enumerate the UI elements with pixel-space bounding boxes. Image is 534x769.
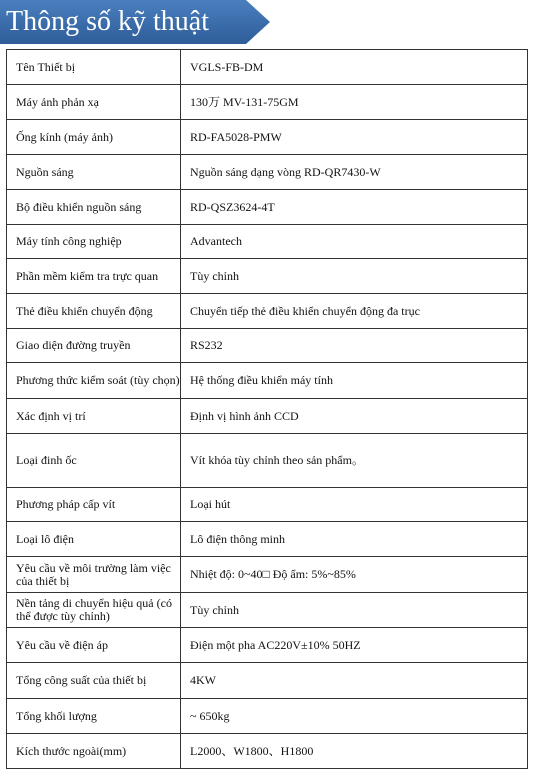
spec-value: RS232 (181, 329, 528, 363)
spec-value: ~ 650kg (181, 699, 528, 734)
table-row (7, 557, 528, 593)
spec-value: Tùy chỉnh (181, 259, 528, 294)
spec-label: Tên Thiết bị (7, 50, 181, 85)
table-row (7, 734, 528, 769)
table-row (7, 259, 528, 294)
spec-value: Vít khóa tùy chỉnh theo sản phẩm。 (181, 434, 528, 488)
spec-value: 4KW (181, 663, 528, 699)
title-banner (0, 0, 270, 44)
spec-label: Xác định vị trí (7, 399, 181, 434)
spec-value: Lô điện thông minh (181, 522, 528, 557)
table-row (7, 85, 528, 120)
table-row (7, 399, 528, 434)
spec-value: Loại hút (181, 488, 528, 522)
table-row (7, 488, 528, 522)
table-row (7, 663, 528, 699)
spec-value: Điện một pha AC220V±10% 50HZ (181, 628, 528, 663)
table-row (7, 329, 528, 363)
spec-table (6, 49, 528, 769)
spec-label: Phần mềm kiểm tra trực quan (7, 259, 181, 294)
spec-value: Định vị hình ảnh CCD (181, 399, 528, 434)
spec-value: Hệ thống điều khiển máy tính (181, 363, 528, 399)
spec-value: VGLS-FB-DM (181, 50, 528, 85)
table-row (7, 190, 528, 225)
table-row (7, 120, 528, 155)
spec-label: Tổng công suất của thiết bị (7, 663, 181, 699)
page-title: Thông số kỹ thuật (6, 6, 209, 37)
table-row (7, 294, 528, 329)
spec-label: Nền tảng di chuyển hiệu quả (có thể được tùy chỉnh) (7, 593, 181, 628)
spec-label: Máy tính công nghiệp (7, 225, 181, 259)
spec-value: Tùy chỉnh (181, 593, 528, 628)
table-row (7, 50, 528, 85)
table-row (7, 593, 528, 628)
spec-label: Ống kính (máy ảnh) (7, 120, 181, 155)
table-row (7, 699, 528, 734)
spec-value: Nhiệt độ: 0~40□ Độ ẩm: 5%~85% (181, 557, 528, 593)
spec-value: Advantech (181, 225, 528, 259)
spec-label: Máy ảnh phản xạ (7, 85, 181, 120)
table-row (7, 522, 528, 557)
spec-value: RD-FA5028-PMW (181, 120, 528, 155)
spec-label: Thẻ điều khiển chuyển động (7, 294, 181, 329)
spec-label: Loại đinh ốc (7, 434, 181, 488)
spec-label: Giao diện đường truyền (7, 329, 181, 363)
spec-label: Kích thước ngoài(mm) (7, 734, 181, 769)
spec-value: Nguồn sáng dạng vòng RD-QR7430-W (181, 155, 528, 190)
table-row (7, 434, 528, 488)
spec-label: Yêu cầu về môi trường làm việc của thiết bị (7, 557, 181, 593)
spec-label: Loại lô điện (7, 522, 181, 557)
spec-value: Chuyển tiếp thẻ điều khiển chuyển động đa trục (181, 294, 528, 329)
table-row (7, 155, 528, 190)
spec-value: 130万 MV-131-75GM (181, 85, 528, 120)
spec-label: Tổng khối lượng (7, 699, 181, 734)
table-row (7, 225, 528, 259)
spec-value: RD-QSZ3624-4T (181, 190, 528, 225)
spec-label: Yêu cầu về điện áp (7, 628, 181, 663)
spec-label: Phương thức kiểm soát (tùy chọn) (7, 363, 181, 399)
spec-label: Nguồn sáng (7, 155, 181, 190)
spec-value: L2000、W1800、H1800 (181, 734, 528, 769)
spec-label: Bộ điều khiển nguồn sáng (7, 190, 181, 225)
table-row (7, 363, 528, 399)
spec-label: Phương pháp cấp vít (7, 488, 181, 522)
table-row (7, 628, 528, 663)
